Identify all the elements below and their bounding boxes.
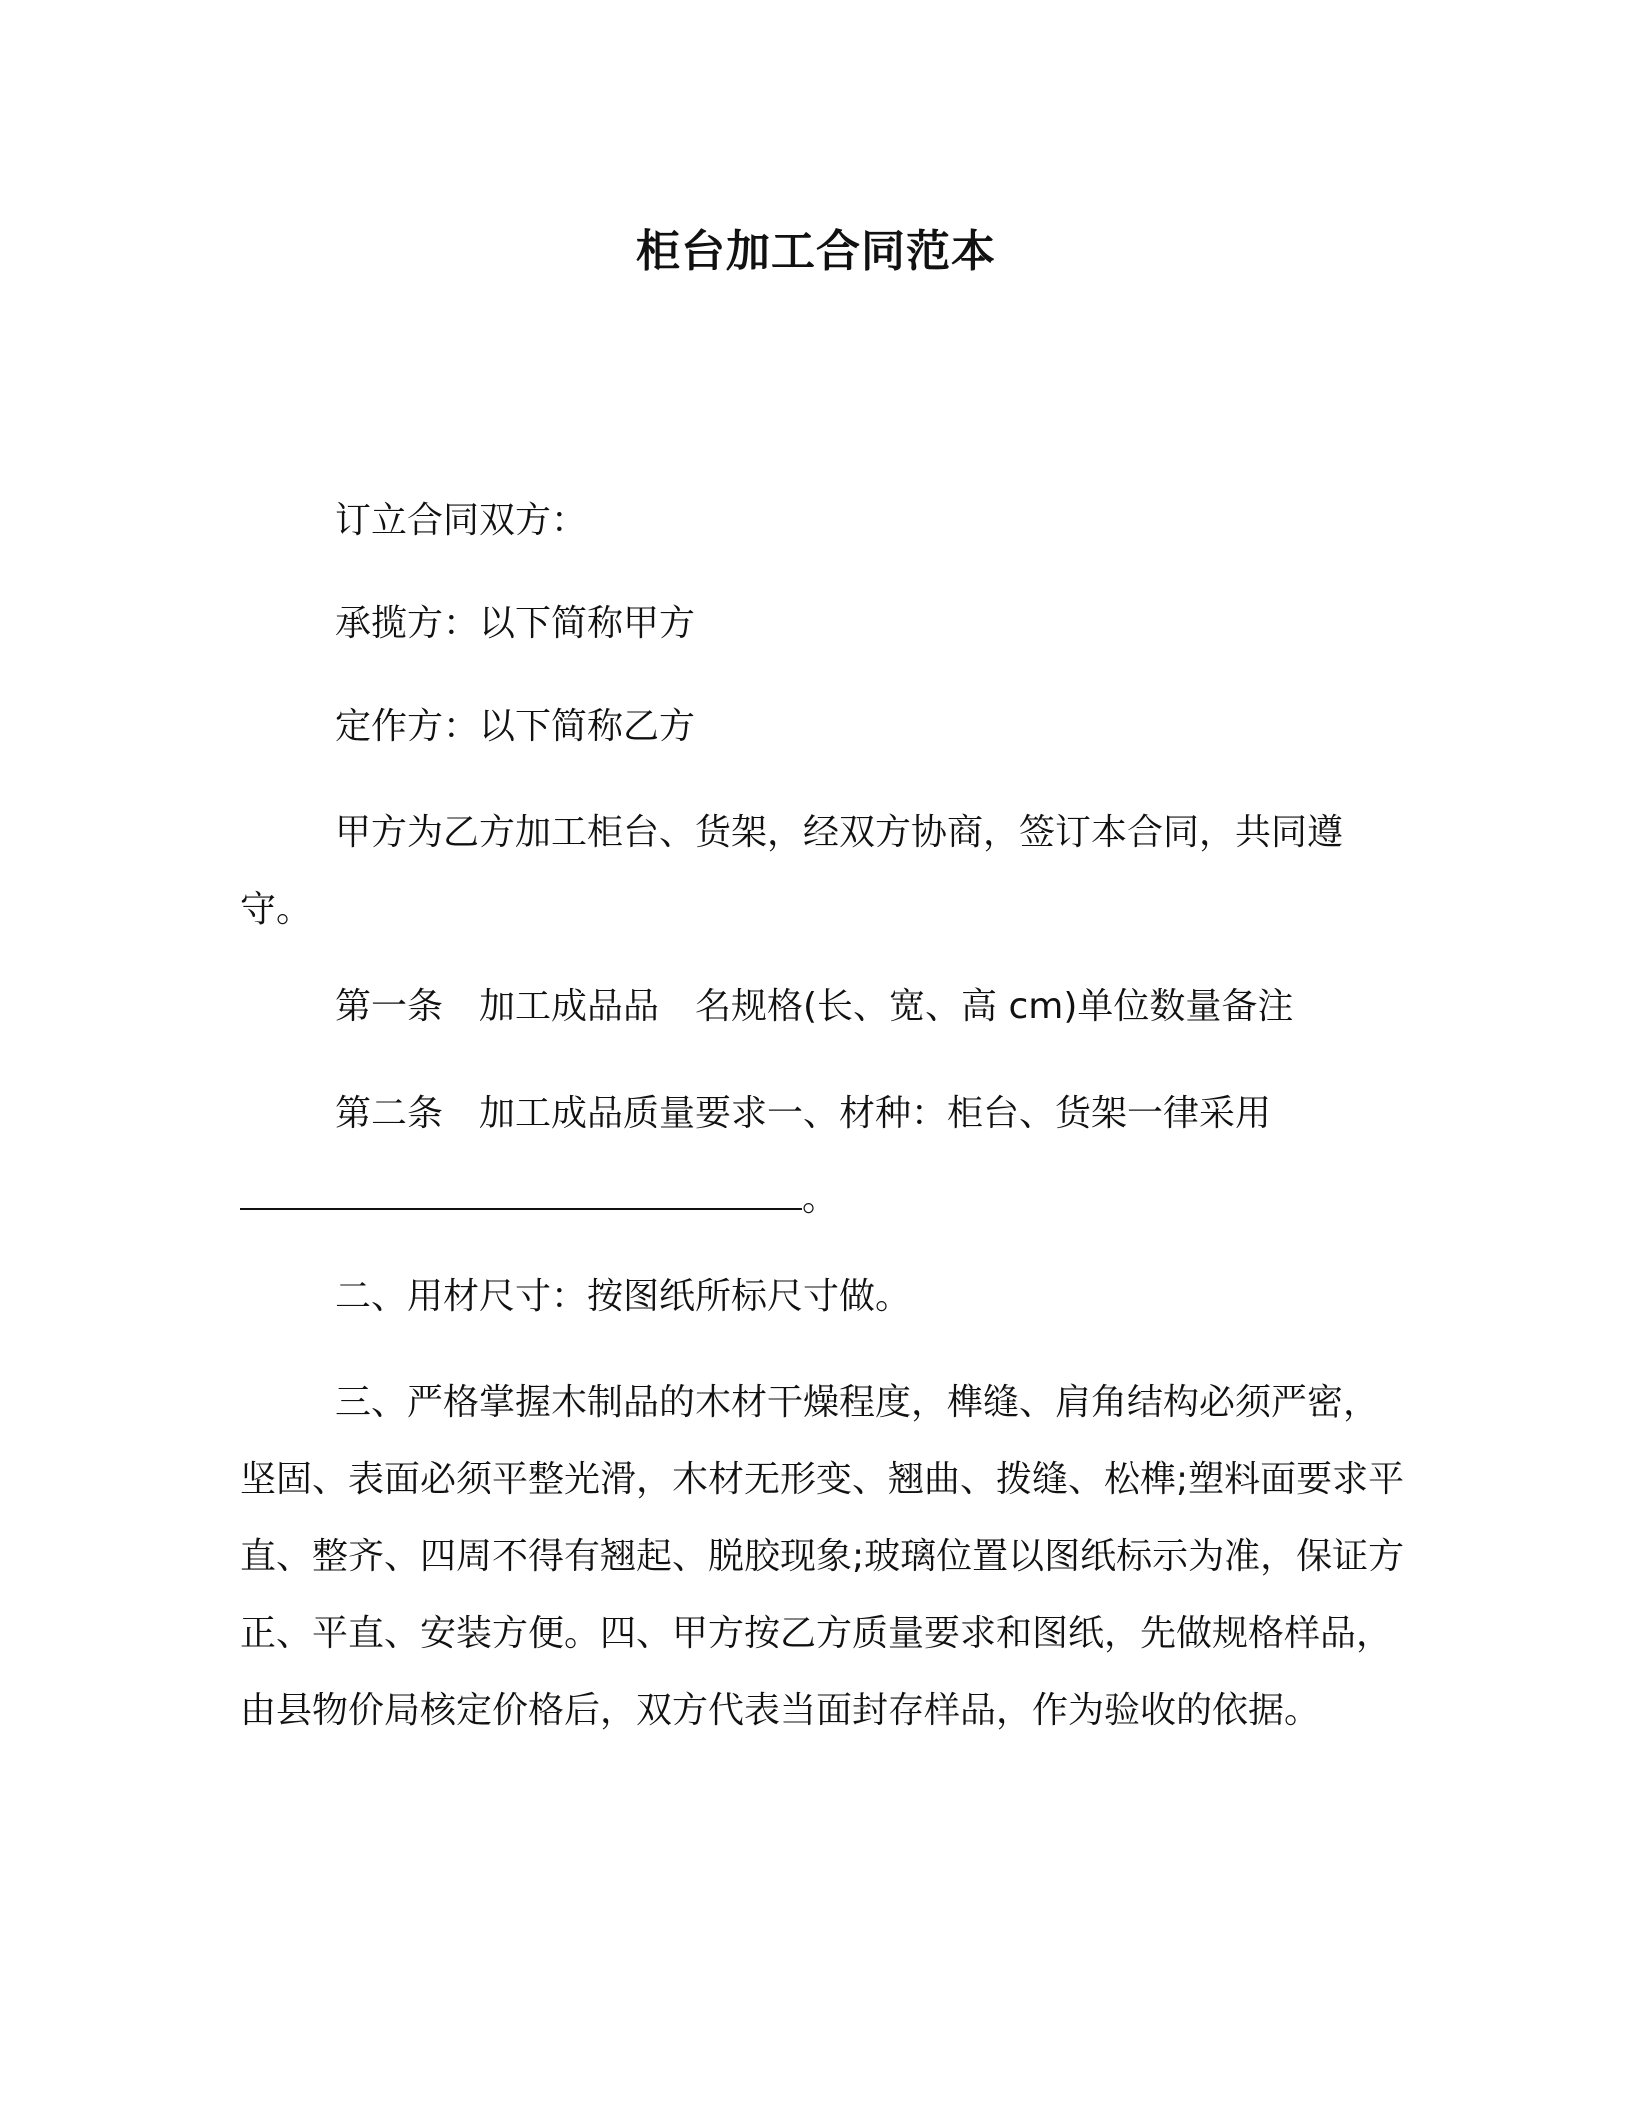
- clause-2: 二、用材尺寸：按图纸所标尺寸做。: [335, 1276, 912, 1317]
- article-2: 第二条 加工成品质量要求一、材种：柜台、货架一律采用: [335, 1093, 1272, 1134]
- parties-heading: 订立合同双方：: [335, 500, 588, 541]
- intro-paragraph: 甲方为乙方加工柜台、货架，经双方协商，签订本合同，共同遵守。: [240, 812, 1344, 930]
- clause-3-paragraph: 三、严格掌握木制品的木材干燥程度，榫缝、肩角结构必须严密，坚固、表面必须平整光滑，木材无形变、翘曲、拨缝、松榫;塑料面要求平直、整齐、四周不得有翘起、脱胶现象;玻璃位置以图纸标示为准，保证方正、平直、安装方便。四、甲方按乙方质量要求和图纸，先做规格样品，由县物价局核定价格后，双方代表当面封存样品，作为验收的依据。: [240, 1382, 1405, 1731]
- contractor-line: 承揽方：以下简称甲方: [335, 603, 696, 644]
- orderer-line: 定作方：以下简称乙方: [335, 706, 696, 747]
- document-title: 柜台加工合同范本: [636, 226, 996, 277]
- article-2-end: 。: [802, 1178, 839, 1219]
- article-2-blank: [240, 1175, 838, 1223]
- fill-in-blank: [240, 1178, 802, 1210]
- article-1: 第一条 加工成品品 名规格(长、宽、高 cm)单位数量备注: [335, 986, 1294, 1027]
